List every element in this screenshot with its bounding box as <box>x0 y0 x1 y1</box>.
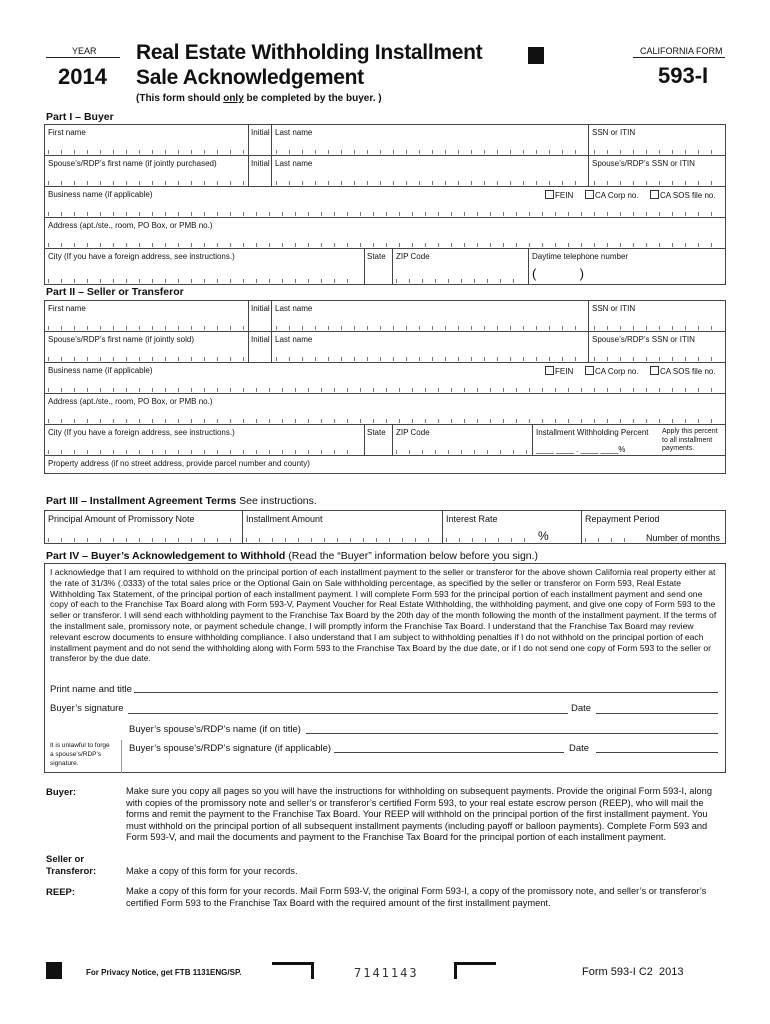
seller-address-field[interactable]: Address (apt./ste., room, PO Box, or PMB no.) <box>48 397 213 406</box>
seller-initial-field[interactable]: Initial <box>251 304 270 313</box>
buyer-date-line[interactable] <box>596 713 718 714</box>
seller-city-field[interactable]: City (If you have a foreign address, see instructions.) <box>48 428 235 437</box>
ca-sos-label: CA SOS file no. <box>660 367 716 376</box>
p2-col-line <box>248 300 249 362</box>
form-title-line1: Real Estate Withholding Installment <box>136 41 483 64</box>
spouse-date-label: Date <box>569 743 590 754</box>
seller-label-line: Transferor: <box>46 866 97 877</box>
apply-note-line: to all installment <box>662 436 713 444</box>
p2-row-line <box>44 362 726 363</box>
comb-ticks <box>48 357 244 361</box>
buyer-address-field[interactable]: Address (apt./ste., room, PO Box, or PMB no.) <box>48 221 213 230</box>
spouse-name-label: Buyer’s spouse’s/RDP’s name (if on title) <box>129 724 301 735</box>
p3-col-line <box>442 510 443 544</box>
p2-col-line <box>588 300 589 362</box>
buyer-signature-label: Buyer’s signature <box>50 703 124 714</box>
buyer-fein-checkbox[interactable] <box>545 190 573 200</box>
reep-instructions: Make a copy of this form for your records. Mail Form 593-V, the original Form 593-I, a copy of the promissory note, and seller’s or transferor’s certified Form 593 to the Franchise Tax Board with the required amount of the first installment payment. <box>126 886 707 908</box>
seller-zip-field[interactable]: ZIP Code <box>396 428 430 437</box>
p1-col-line <box>588 124 589 186</box>
part1-label: Part I – <box>46 111 82 123</box>
p2-row-line <box>44 455 726 456</box>
p1-col-line <box>271 124 272 186</box>
buyer-ca-sos-checkbox[interactable] <box>650 190 716 200</box>
seller-spouse-first-name-field[interactable]: Spouse’s/RDP’s first name (if jointly sold) <box>48 335 194 344</box>
part2-label: Part II – <box>46 286 84 298</box>
comb-ticks <box>594 357 722 361</box>
privacy-notice: For Privacy Notice, get FTB 1131ENG/SP. <box>86 968 242 977</box>
buyer-first-name-field[interactable]: First name <box>48 128 86 137</box>
part3-label: Part III – <box>46 495 87 507</box>
spouse-signature-line[interactable] <box>334 752 564 753</box>
part4-name: Buyer’s Acknowledgement to Withhold <box>90 550 286 562</box>
seller-first-name-field[interactable]: First name <box>48 304 86 313</box>
part3-name: Installment Agreement Terms <box>89 495 237 507</box>
phone-area-code-parens: ( ) <box>532 266 584 281</box>
comb-ticks <box>48 450 360 454</box>
registration-mark <box>528 47 544 64</box>
buyer-date-label: Date <box>571 703 592 714</box>
p2-row-line <box>44 424 726 425</box>
part2-title <box>46 286 184 298</box>
buyer-ca-corp-checkbox[interactable] <box>585 190 639 200</box>
comb-ticks <box>396 450 528 454</box>
buyer-spouse-first-name-field[interactable]: Spouse’s/RDP’s first name (if jointly purchased) <box>48 159 217 168</box>
comb-ticks <box>48 326 244 330</box>
seller-label-line: Seller or <box>46 854 85 865</box>
seller-fein-checkbox[interactable] <box>545 366 573 376</box>
unlawful-line: It is unlawful to forge <box>50 742 110 749</box>
p1-row-line <box>44 155 726 156</box>
seller-state-field[interactable]: State <box>367 428 386 437</box>
installment-amount-field[interactable]: Installment Amount <box>246 514 323 524</box>
comb-ticks <box>48 150 244 154</box>
unlawful-divider <box>121 740 122 773</box>
unlawful-forge-note <box>50 741 110 768</box>
p1-col-line <box>528 248 529 285</box>
comb-ticks <box>594 181 722 185</box>
comb-ticks <box>594 326 722 330</box>
comb-ticks <box>48 388 722 392</box>
p2-col-line <box>271 300 272 362</box>
comb-ticks <box>48 212 722 216</box>
p1-col-line <box>392 248 393 285</box>
buyer-spouse-initial-field[interactable]: Initial <box>251 159 270 168</box>
buyer-last-name-field[interactable]: Last name <box>275 128 313 137</box>
seller-ca-sos-checkbox[interactable] <box>650 366 716 376</box>
comb-ticks <box>48 419 722 423</box>
p1-col-line <box>364 248 365 285</box>
spouse-date-line[interactable] <box>596 752 718 753</box>
seller-ssn-field[interactable]: SSN or ITIN <box>592 304 636 313</box>
buyer-instructions: Make sure you copy all pages so you will have the instructions for withholding on subsequent payments. Provide the original Form 593-I, along with copies of the promissory note and seller’s or transferor’s certified Form 593, to your real estate escrow person (REEP), who will mail the forms and remit the payment to the Franchise Tax Board. Your REEP will withhold on the principal portion of the first installment payment. You must withhold on the principal portion of all subsequent installment payments (including payoff or balloon payments). Complete Form 593 and Form 593-V, and mail the documents and payment to the Franchise Tax Board for the principal portion of each installment payment. <box>126 786 713 843</box>
ca-corp-label: CA Corp no. <box>595 191 639 200</box>
reep-instr-label: REEP: <box>46 887 76 898</box>
subtitle-pre: (This form should <box>136 93 224 104</box>
comb-ticks <box>594 150 722 154</box>
principal-amount-field[interactable]: Principal Amount of Promissory Note <box>48 514 195 524</box>
comb-ticks <box>48 279 360 283</box>
buyer-phone-field[interactable]: Daytime telephone number <box>532 252 629 261</box>
comb-ticks <box>246 538 438 542</box>
p2-row-line <box>44 393 726 394</box>
buyer-ssn-field[interactable]: SSN or ITIN <box>592 128 636 137</box>
buyer-business-name-field[interactable]: Business name (if applicable) <box>48 190 153 199</box>
comb-ticks <box>276 326 584 330</box>
seller-ca-corp-checkbox[interactable] <box>585 366 639 376</box>
subtitle-post: be completed by the buyer. ) <box>243 93 382 104</box>
scan-corner-mark <box>454 962 496 979</box>
part3-note: See instructions. <box>236 495 317 507</box>
seller-spouse-last-name-field[interactable]: Last name <box>275 335 313 344</box>
part4-note: (Read the “Buyer” information below before you sign.) <box>285 550 539 562</box>
seller-spouse-ssn-field[interactable]: Spouse’s/RDP’s SSN or ITIN <box>592 335 695 344</box>
scan-corner-mark <box>272 962 314 979</box>
property-address-field[interactable]: Property address (if no street address, provide parcel number and county) <box>48 459 310 468</box>
spouse-signature-label: Buyer’s spouse’s/RDP’s signature (if applicable) <box>129 743 332 754</box>
seller-spouse-initial-field[interactable]: Initial <box>251 335 270 344</box>
ca-corp-label: CA Corp no. <box>595 367 639 376</box>
checkbox-icon <box>545 190 554 199</box>
p1-row-line <box>44 248 726 249</box>
unlawful-line: signature. <box>50 760 79 767</box>
comb-ticks <box>585 538 637 542</box>
part4-label: Part IV – <box>46 550 89 562</box>
apply-percent-note <box>662 428 718 454</box>
form-subtitle <box>136 93 382 104</box>
comb-ticks <box>276 181 584 185</box>
comb-ticks <box>276 150 584 154</box>
repayment-period-field[interactable]: Repayment Period <box>585 514 660 524</box>
p2-row-line <box>44 331 726 332</box>
withholding-percent-field[interactable]: Installment Withholding Percent <box>536 428 649 437</box>
spouse-name-line[interactable] <box>306 733 718 734</box>
seller-instructions: Make a copy of this form for your records. <box>126 866 298 876</box>
comb-ticks <box>446 538 532 542</box>
p3-col-line <box>242 510 243 544</box>
form-title <box>136 40 482 90</box>
checkbox-icon <box>650 366 659 375</box>
seller-business-name-field[interactable]: Business name (if applicable) <box>48 366 153 375</box>
number-of-months-label: Number of months <box>646 533 721 543</box>
p1-col-line <box>248 124 249 186</box>
part1-name: Buyer <box>83 111 114 123</box>
buyer-instr-label: Buyer: <box>46 787 77 798</box>
p1-row-line <box>44 186 726 187</box>
p2-col-line <box>532 424 533 455</box>
unlawful-line: a spouse’s/RDP’s <box>50 751 102 758</box>
p2-col-line <box>392 424 393 455</box>
p3-col-line <box>581 510 582 544</box>
buyer-initial-field[interactable]: Initial <box>251 128 270 137</box>
p1-row-line <box>44 217 726 218</box>
buyer-spouse-ssn-field[interactable]: Spouse’s/RDP’s SSN or ITIN <box>592 159 695 168</box>
ca-sos-label: CA SOS file no. <box>660 191 716 200</box>
form-barcode-number: 7141143 <box>354 966 419 980</box>
form-number: 593-I <box>658 63 709 88</box>
seller-instr-label <box>46 854 96 878</box>
withholding-percent-blanks[interactable]: ____ ____ . ____ ____% <box>536 445 626 454</box>
form-divider <box>633 57 725 58</box>
print-name-line[interactable] <box>134 692 718 693</box>
fein-label: FEIN <box>555 367 574 376</box>
acknowledgement-text: I acknowledge that I am required to withhold on the principal portion of each installment payment to the seller or transferor for the above shown California real property either at the rate of 31/3% (.0333) of the total sales price or the Optional Gain on Sale withholding percentage, as specified by the seller or transferor on Form 593, Real Estate Withholding Tax Statement, of the principal portion of each installment payment. I will complete Form 593 for the principal portion of each installment payment and send one copy of each to the Franchise Tax Board along with Form 593-V, Payment Voucher for Real Estate Withholding, the withholding payment, and give one copy of Form 593 to the seller or transferor. I will send each withholding payment to the Franchise Tax Board by the 20th day of the month following the month of the installment payment. If the terms of the installment sale, promissory note, or payment schedule change, I will promptly inform the Franchise Tax Board. I understand that the Franchise Tax Board may review relevant escrow documents to ensure withholding compliance. I also understand that I am subject to withholding penalties if I do not withhold on the principal portion of each installment payment and do not send the withholding along with Form 593 to the Franchise Tax Board by the due date, or if I do not send one copy of Form 593 to the seller or transferor by the due date. <box>50 567 717 664</box>
buyer-state-field[interactable]: State <box>367 252 386 261</box>
fein-label: FEIN <box>555 191 574 200</box>
part2-name: Seller or Transferor <box>86 286 184 298</box>
buyer-zip-field[interactable]: ZIP Code <box>396 252 430 261</box>
seller-last-name-field[interactable]: Last name <box>275 304 313 313</box>
print-name-label: Print name and title <box>50 684 132 695</box>
year-label: YEAR <box>72 46 97 56</box>
comb-ticks <box>48 243 722 247</box>
buyer-spouse-last-name-field[interactable]: Last name <box>275 159 313 168</box>
p2-col-line <box>364 424 365 455</box>
comb-ticks <box>48 538 238 542</box>
footer-registration-mark <box>46 962 62 979</box>
interest-rate-field[interactable]: Interest Rate <box>446 514 498 524</box>
buyer-city-field[interactable]: City (If you have a foreign address, see instructions.) <box>48 252 235 261</box>
checkbox-icon <box>585 190 594 199</box>
form-year: 2014 <box>58 64 107 89</box>
percent-sign: % <box>538 529 549 543</box>
part1-title <box>46 111 114 123</box>
year-divider <box>46 57 120 58</box>
part4-title <box>46 550 538 562</box>
checkbox-icon <box>650 190 659 199</box>
form-reference: Form 593-I C2 2013 <box>582 966 684 978</box>
comb-ticks <box>396 279 524 283</box>
form-title-line2: Sale Acknowledgement <box>136 66 364 89</box>
subtitle-only: only <box>223 93 244 104</box>
apply-note-line: Apply this percent <box>662 428 718 435</box>
checkbox-icon <box>585 366 594 375</box>
comb-ticks <box>276 357 584 361</box>
apply-note-line: payments. <box>662 445 695 452</box>
form-state-label: CALIFORNIA FORM <box>640 46 723 56</box>
comb-ticks <box>48 181 244 185</box>
part3-title <box>46 495 317 507</box>
buyer-signature-line[interactable] <box>128 713 568 714</box>
checkbox-icon <box>545 366 554 375</box>
